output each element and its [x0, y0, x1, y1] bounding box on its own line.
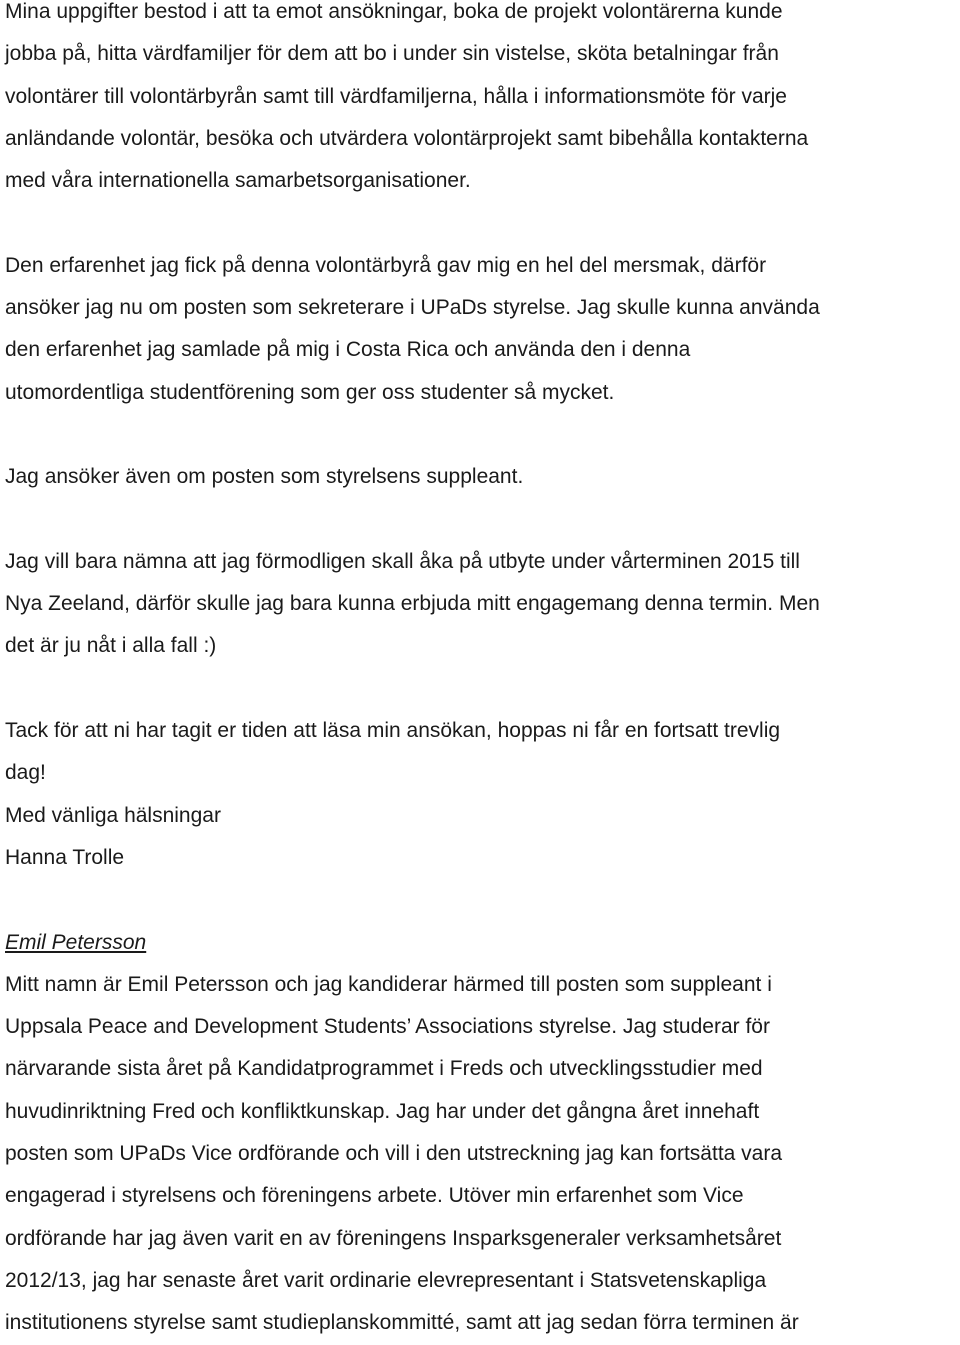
text-line: närvarande sista året på Kandidatprogrammet i Freds och utvecklingsstudier med: [5, 1057, 763, 1081]
applicant-name-heading: Emil Petersson: [5, 930, 147, 954]
paragraph-spacer: [5, 414, 960, 456]
paragraph-spacer: [5, 499, 960, 541]
text-line: Mina uppgifter bestod i att ta emot ansökningar, boka de projekt volontärerna kunde: [5, 0, 783, 23]
document-page: [5, 0, 960, 1345]
paragraph-duties: [5, 0, 960, 202]
text-line: med våra internationella samarbetsorganisationer.: [5, 169, 471, 193]
text-line: anländande volontär, besöka och utvärdera volontärprojekt samt bibehålla kontakterna: [5, 126, 809, 150]
text-line: Jag ansöker även om posten som styrelsens suppleant.: [5, 465, 524, 489]
text-line: institutionens styrelse samt studieplanskommitté, samt att jag sedan förra terminen är: [5, 1311, 799, 1335]
paragraph-spacer: [5, 879, 960, 921]
text-line: engagerad i styrelsens och föreningens arbete. Utöver min erfarenhet som Vice: [5, 1184, 744, 1208]
text-line: Nya Zeeland, därför skulle jag bara kunna erbjuda mitt engagemang denna termin. Men: [5, 592, 820, 616]
text-line: Den erfarenhet jag fick på denna volontärbyrå gav mig en hel del mersmak, därför: [5, 253, 767, 277]
paragraph-experience: [5, 245, 960, 414]
text-line: posten som UPaDs Vice ordförande och vill i den utstreckning jag kan fortsätta vara: [5, 1142, 783, 1166]
text-line: huvudinriktning Fred och konfliktkunskap. Jag har under det gångna året innehaft: [5, 1099, 760, 1123]
text-line: Mitt namn är Emil Petersson och jag kandiderar härmed till posten som suppleant i: [5, 972, 772, 996]
text-line: ansöker jag nu om posten som sekreterare i UPaDs styrelse. Jag skulle kunna använda: [5, 296, 820, 320]
text-line: det är ju nåt i alla fall :): [5, 634, 217, 658]
paragraph-second-applicant: [5, 964, 960, 1345]
paragraph-exchange: [5, 541, 960, 668]
text-line: Uppsala Peace and Development Students’ Associations styrelse. Jag studerar för: [5, 1015, 770, 1039]
paragraph-suppleant: [5, 456, 960, 498]
text-line: utomordentliga studentförening som ger oss studenter så mycket.: [5, 380, 615, 404]
text-line: 2012/13, jag har senaste året varit ordinarie elevrepresentant i Statsvetenskapliga: [5, 1268, 767, 1292]
greeting-line: Med vänliga hälsningar: [5, 803, 221, 827]
paragraph-spacer: [5, 668, 960, 710]
text-line: volontärer till volontärbyrån samt till värdfamiljerna, hålla i informationsmöte för varje: [5, 84, 787, 108]
paragraph-closing: [5, 710, 960, 879]
paragraph-spacer: [5, 202, 960, 244]
text-line: dag!: [5, 761, 46, 785]
text-line: Jag vill bara nämna att jag förmodligen skall åka på utbyte under vårterminen 2015 till: [5, 549, 800, 573]
signature-name: Hanna Trolle: [5, 845, 125, 869]
text-line: den erfarenhet jag samlade på mig i Costa Rica och använda den i denna: [5, 338, 691, 362]
text-line: Tack för att ni har tagit er tiden att läsa min ansökan, hoppas ni får en fortsatt trevlig: [5, 719, 781, 743]
text-line: ordförande har jag även varit en av föreningens Insparksgeneraler verksamhetsåret: [5, 1226, 782, 1250]
text-line: jobba på, hitta värdfamiljer för dem att bo i under sin vistelse, sköta betalningar från: [5, 42, 779, 66]
